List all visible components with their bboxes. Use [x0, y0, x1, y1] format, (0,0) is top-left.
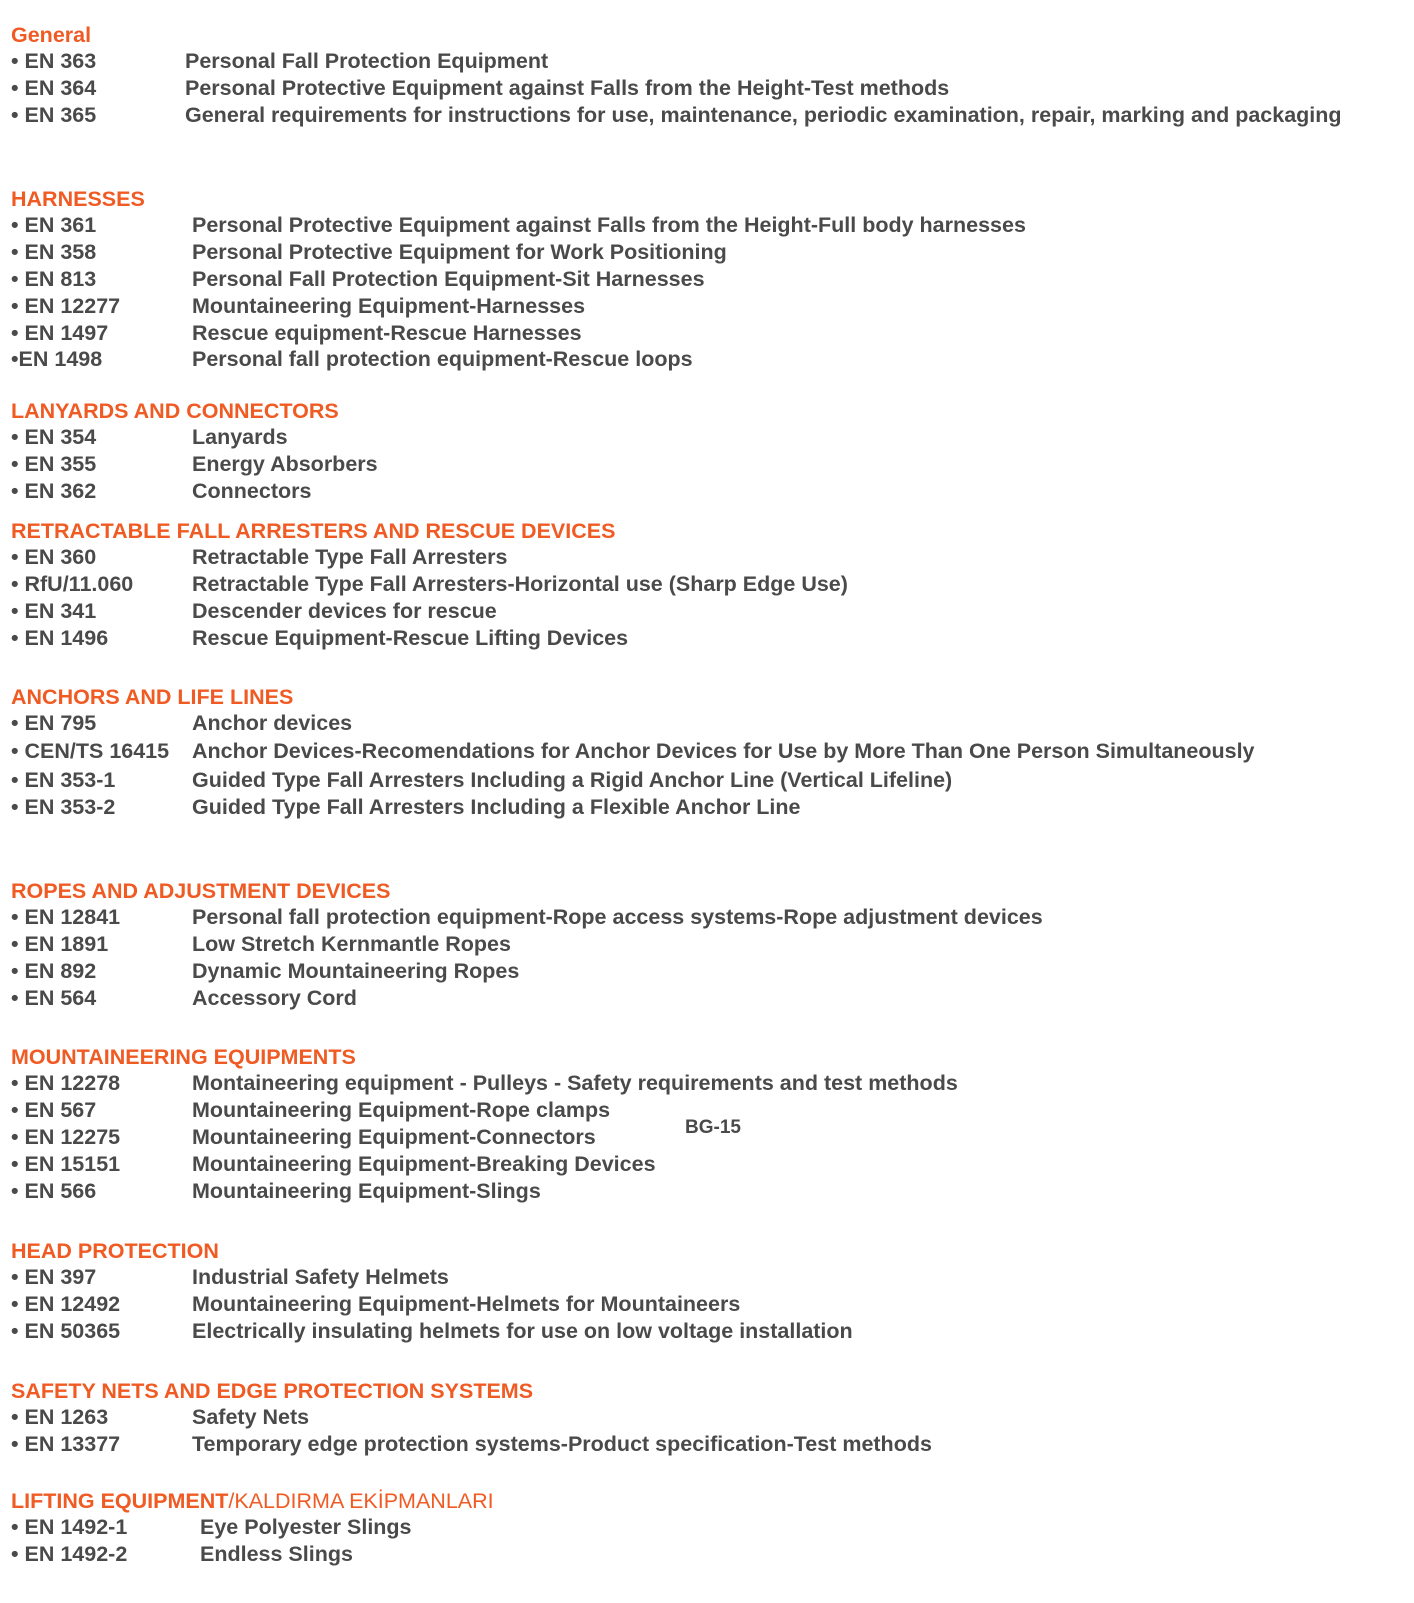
- standard-row: [11, 48, 1406, 75]
- standard-row: [11, 451, 1406, 478]
- standard-code: • EN 50365: [11, 1318, 121, 1343]
- standard-code: • EN 363: [11, 49, 97, 73]
- standard-code: • EN 362: [11, 478, 97, 503]
- standard-description: Endless Slings: [200, 1541, 353, 1566]
- standard-row: [11, 1264, 1406, 1291]
- standard-code: • EN 12841: [11, 905, 121, 929]
- standard-description: Electrically insulating helmets for use on low voltage installation: [192, 1318, 853, 1343]
- section-ropes-adjustment: [11, 878, 1406, 1012]
- standard-code: • EN 1496: [11, 625, 109, 650]
- standard-code: • EN 397: [11, 1265, 97, 1289]
- standard-row: [11, 212, 1406, 239]
- standard-code: • EN 1497: [11, 320, 109, 345]
- standard-description: General requirements for instructions for use, maintenance, periodic examination, repair, marking and packaging: [185, 102, 1342, 127]
- standard-row: [11, 346, 1406, 373]
- section-heading: SAFETY NETS AND EDGE PROTECTION SYSTEMS: [11, 1379, 534, 1403]
- standard-row: [11, 1291, 1406, 1318]
- standard-description: Rescue Equipment-Rescue Lifting Devices: [192, 625, 629, 650]
- standard-code: • EN 1492-2: [11, 1541, 128, 1566]
- standard-code: • EN 358: [11, 239, 97, 264]
- standard-row: [11, 1070, 1406, 1097]
- standard-code: • EN 12277: [11, 293, 121, 318]
- standard-description: Lanyards: [192, 425, 288, 449]
- section-heading: ROPES AND ADJUSTMENT DEVICES: [11, 879, 391, 903]
- standard-row: [11, 958, 1406, 985]
- standard-row: [11, 266, 1406, 293]
- standard-row: [11, 1178, 1406, 1205]
- standard-code: • EN 13377: [11, 1431, 121, 1456]
- standard-code: • EN 1891: [11, 931, 109, 956]
- standard-description: Mountaineering Equipment-Connectors: [192, 1124, 596, 1149]
- section-heading: HARNESSES: [11, 187, 145, 211]
- section-heading: RETRACTABLE FALL ARRESTERS AND RESCUE DEVICES: [11, 519, 616, 543]
- standard-code: • EN 795: [11, 711, 97, 735]
- standard-description: Mountaineering Equipment-Helmets for Mountaineers: [192, 1291, 741, 1316]
- standard-description: Mountaineering Equipment-Breaking Devices: [192, 1151, 656, 1176]
- standard-description: Temporary edge protection systems-Product specification-Test methods: [192, 1431, 932, 1456]
- section-heading: HEAD PROTECTION: [11, 1239, 219, 1263]
- section-subheading: /KALDIRMA EKİPMANLARI: [228, 1489, 494, 1513]
- standard-row: [11, 737, 1406, 766]
- standard-code: • EN 813: [11, 266, 97, 291]
- standard-code: • EN 360: [11, 545, 97, 569]
- standard-row: [11, 544, 1406, 571]
- standard-code: • EN 892: [11, 958, 97, 983]
- standard-row: [11, 1431, 1406, 1458]
- standard-row: [11, 320, 1406, 347]
- section-heading: LANYARDS AND CONNECTORS: [11, 399, 339, 423]
- section-heading: General: [11, 23, 92, 47]
- standard-description: Low Stretch Kernmantle Ropes: [192, 931, 511, 956]
- section-lanyards-connectors: [11, 398, 1406, 505]
- standard-description: Personal Protective Equipment against Falls from the Height-Test methods: [185, 75, 950, 100]
- standard-row: [11, 598, 1406, 625]
- standard-code: • EN 12275: [11, 1124, 121, 1149]
- standard-description: Retractable Type Fall Arresters: [192, 545, 508, 569]
- standard-code: • EN 353-2: [11, 794, 116, 819]
- standard-code: • EN 364: [11, 75, 97, 100]
- standard-description: Mountaineering Equipment-Slings: [192, 1178, 541, 1203]
- standard-description: Connectors: [192, 478, 312, 503]
- standard-code: • EN 1263: [11, 1405, 109, 1429]
- standard-code: • EN 567: [11, 1097, 97, 1122]
- standard-description: Safety Nets: [192, 1405, 310, 1429]
- standard-row: [11, 478, 1406, 505]
- standard-row: [11, 424, 1406, 451]
- standard-row: [11, 1541, 1406, 1568]
- standard-row: [11, 710, 1406, 737]
- standard-description: Personal Protective Equipment against Falls from the Height-Full body harnesses: [192, 213, 1026, 237]
- standard-row: [11, 766, 1406, 794]
- standard-code: • EN 566: [11, 1178, 97, 1203]
- section-anchors-lifelines: [11, 684, 1406, 821]
- standard-description: Anchor devices: [192, 711, 353, 735]
- standard-row: [11, 1151, 1406, 1178]
- standard-description: Accessory Cord: [192, 985, 357, 1010]
- standard-description: Dynamic Mountaineering Ropes: [192, 958, 520, 983]
- standard-row: [11, 931, 1406, 958]
- standard-description: Energy Absorbers: [192, 451, 378, 476]
- standard-code: • EN 365: [11, 102, 97, 127]
- standard-row: [11, 571, 1406, 598]
- standard-description: Eye Polyester Slings: [200, 1515, 412, 1539]
- standard-description: Descender devices for rescue: [192, 598, 497, 623]
- section-retractable-rescue: [11, 518, 1406, 652]
- section-general: [11, 22, 1406, 129]
- standard-row: [11, 239, 1406, 266]
- standard-description: Industrial Safety Helmets: [192, 1265, 449, 1289]
- standard-row: [11, 1404, 1406, 1431]
- standard-code: • EN 12492: [11, 1291, 121, 1316]
- standard-code: • EN 15151: [11, 1151, 121, 1176]
- section-safety-nets: [11, 1378, 1406, 1458]
- standard-description: Personal Fall Protection Equipment: [185, 49, 549, 73]
- standard-code: • EN 12278: [11, 1071, 121, 1095]
- standard-description: Personal Fall Protection Equipment-Sit Harnesses: [192, 266, 705, 291]
- standard-row: [11, 1514, 1406, 1541]
- standard-description: Personal fall protection equipment-Rope access systems-Rope adjustment devices: [192, 905, 1043, 929]
- section-lifting-equipment: [11, 1488, 1406, 1568]
- standard-description: Personal Protective Equipment for Work Positioning: [192, 239, 727, 264]
- standard-description: Rescue equipment-Rescue Harnesses: [192, 320, 582, 345]
- standard-description: Personal fall protection equipment-Rescue loops: [192, 347, 693, 372]
- standard-description: Retractable Type Fall Arresters-Horizontal use (Sharp Edge Use): [192, 571, 848, 596]
- standard-description: Guided Type Fall Arresters Including a Flexible Anchor Line: [192, 794, 801, 819]
- standard-row: [11, 625, 1406, 652]
- standard-code: • EN 354: [11, 425, 97, 449]
- standard-code: • EN 355: [11, 451, 97, 476]
- section-heading: ANCHORS AND LIFE LINES: [11, 685, 294, 709]
- standard-row: [11, 75, 1406, 102]
- section-heading: LIFTING EQUIPMENT/KALDIRMA EKİPMANLARI: [11, 1489, 494, 1513]
- section-harnesses: [11, 186, 1406, 373]
- standard-description: Montaineering equipment - Pulleys - Safety requirements and test methods: [192, 1071, 958, 1095]
- standard-description: Guided Type Fall Arresters Including a Rigid Anchor Line (Vertical Lifeline): [192, 767, 953, 792]
- standard-row: [11, 794, 1406, 821]
- standard-code: • RfU/11.060: [11, 571, 134, 596]
- section-head-protection: [11, 1238, 1406, 1345]
- standard-description: Mountaineering Equipment-Rope clamps: [192, 1097, 611, 1122]
- standard-description: Anchor Devices-Recomendations for Anchor Devices for Use by More Than One Person Simultaneously: [192, 738, 1255, 763]
- standard-code: • EN 564: [11, 985, 97, 1010]
- standard-code: • EN 361: [11, 213, 97, 237]
- standard-row: [11, 293, 1406, 320]
- standard-row: [11, 1318, 1406, 1345]
- standard-code: • CEN/TS 16415: [11, 738, 170, 763]
- standard-row: [11, 904, 1406, 931]
- standard-description: Mountaineering Equipment-Harnesses: [192, 293, 586, 318]
- standard-code: •EN 1498: [11, 347, 103, 372]
- standard-code: • EN 1492-1: [11, 1515, 128, 1539]
- page-number: BG-15: [685, 1117, 741, 1138]
- standard-code: • EN 353-1: [11, 767, 116, 792]
- standard-row: [11, 985, 1406, 1012]
- standard-code: • EN 341: [11, 598, 97, 623]
- standard-row: [11, 102, 1406, 129]
- section-heading: MOUNTAINEERING EQUIPMENTS: [11, 1045, 356, 1069]
